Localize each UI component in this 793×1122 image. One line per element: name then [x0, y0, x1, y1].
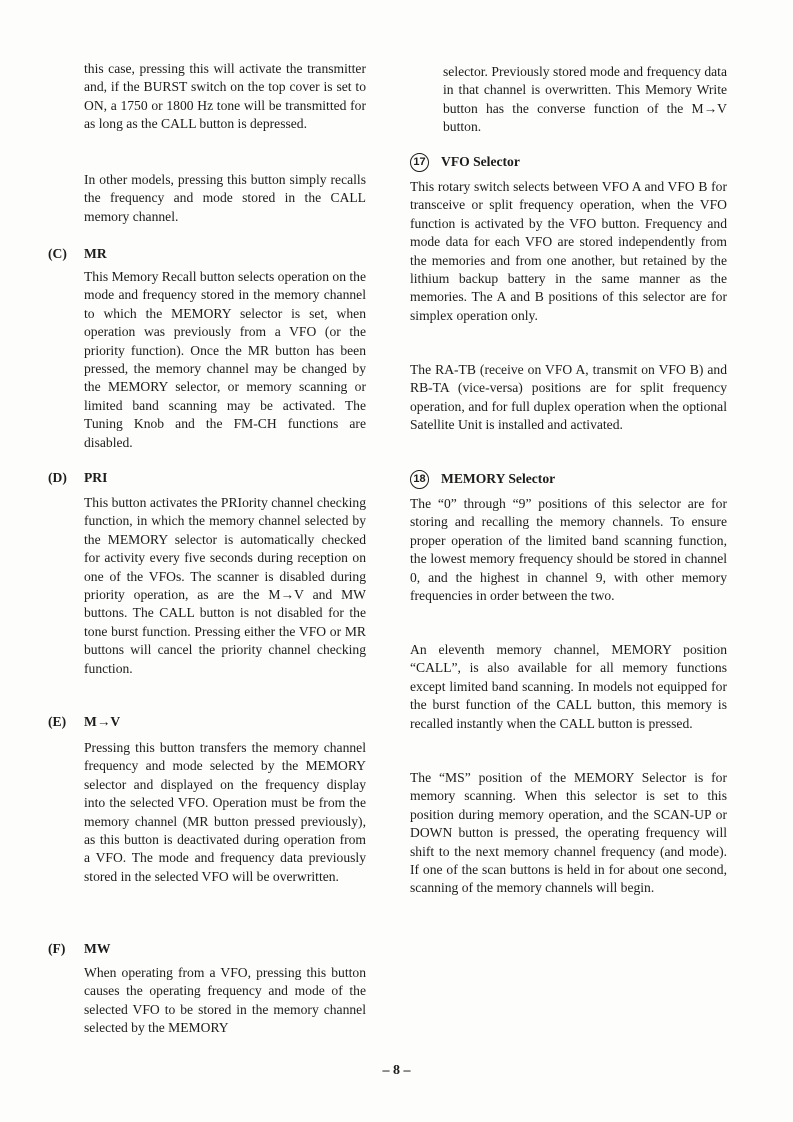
intro-paragraph: this case, pressing this will activate the transmitter and, if the BURST switch on the top cover is set to ON, a 1750 or 1800 Hz tone will be transmitted for as long as the CALL button is depressed.: [84, 61, 366, 132]
section-vfo-selector-para-1: This rotary switch selects between VFO A and VFO B for transceive or split frequency operation, when the VFO function is activated by the VFO button. Frequency and mode data for each VFO are stored independently from the memories and from one another, but retained by the lithium backup battery in the same manner as the memories. The A and B positions of this selector are for simplex operation only.: [410, 179, 727, 323]
page-number: – 8 –: [382, 1063, 411, 1078]
section-vfo-selector-para-2: The RA-TB (receive on VFO A, transmit on VFO B) and RB-TA (vice-versa) positions are for split frequency operation, and for full duplex operation when the optional Satellite Unit is installed and activated.: [410, 362, 727, 433]
continuation-paragraph: selector. Previously stored mode and frequency data in that channel is overwritten. This Memory Write button has the converse function of the M→V button.: [443, 64, 727, 135]
section-memory-selector-heading: 18 MEMORY Selector: [410, 470, 555, 489]
item-m-to-v-body: Pressing this button transfers the memory channel frequency and mode selected by the MEMORY selector and displayed on the frequency display into the selected VFO. Operation must be from the memory channel (MR button pressed previously), as this button is deactivated during operation from a VFO. The mode and frequency data previously stored in the selected VFO will be overwritten.: [84, 740, 366, 884]
section-memory-selector-para-3: The “MS” position of the MEMORY Selector is for memory scanning. When this selector is set to this position during memory operation, and the SCAN-UP or DOWN button is pressed, the operating frequency will shift to the next memory channel frequency (and mode). If one of the scan buttons is held in for about one second, scanning of the memory channels will begin.: [410, 770, 727, 896]
other-models-paragraph: In other models, pressing this button simply recalls the frequency and mode stored in the CALL memory channel.: [84, 172, 366, 224]
section-vfo-selector-heading: 17 VFO Selector: [410, 153, 520, 172]
circled-number-18-icon: 18: [410, 470, 429, 489]
item-mr-body: This Memory Recall button selects operation on the mode and frequency stored in the memory channel to which the MEMORY selector is set, when operation was previously from a VFO (or the priority function). Once the MR button has been pressed, the memory channel may be changed by the MEMORY selector, or memory scanning or limited band scanning may be activated. The Tuning Knob and the FM-CH functions are disabled.: [84, 269, 367, 450]
item-pri-body: This button activates the PRIority channel checking function, in which the memory channel selected by the MEMORY selector is automatically checked for activity every five seconds during reception on one of the VFOs. The scanner is disabled during priority operation, as are the M→V and MW buttons. The CALL button is not disabled for the tone burst function. Pressing either the VFO or MR buttons will cancel the priority channel checking function.: [84, 495, 366, 676]
section-memory-selector-para-1: The “0” through “9” positions of this selector are for storing and recalling the memory channels. To ensure proper operation of the limited band scanning function, the lowest memory frequency should be stored in channel 0, and the highest in channel 9, with other memory frequencies in order between the two.: [410, 496, 727, 604]
circled-number-17-icon: 17: [410, 153, 429, 172]
item-mw-body: When operating from a VFO, pressing this button causes the operating frequency and mode of the selected VFO to be stored in the memory channel selected by the MEMORY: [84, 965, 366, 1036]
section-memory-selector-para-2: An eleventh memory channel, MEMORY position “CALL”, is also available for all memory functions except limited band scanning. In models not equipped for the burst function of the CALL button, this memory is recalled instantly when the CALL button is pressed.: [410, 642, 727, 731]
